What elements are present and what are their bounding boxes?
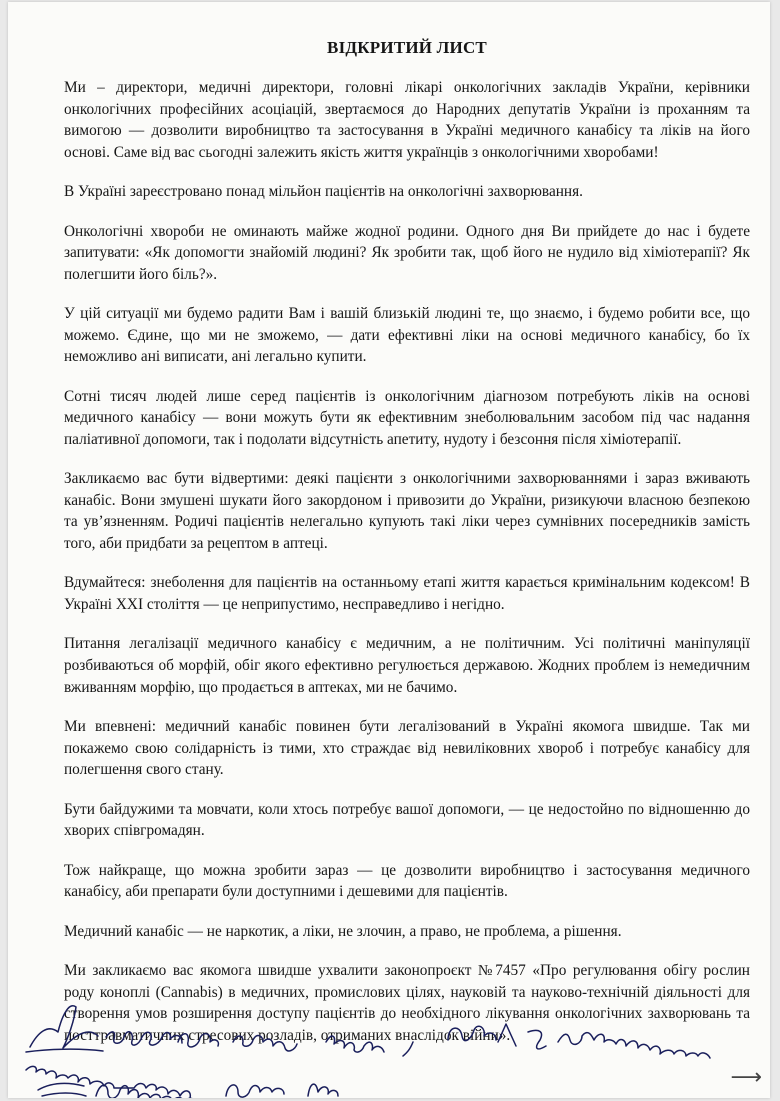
letter-title: ВІДКРИТИЙ ЛИСТ	[327, 38, 487, 57]
paragraph-12: Медичний канабіс — не наркотик, а ліки, не злочин, а право, не проблема, а рішення.	[64, 922, 622, 940]
arrow-right-icon: ⟶	[730, 1065, 762, 1090]
letter-page	[8, 2, 770, 1098]
paragraph-7: Вдумайтеся: знеболення для пацієнтів на останньому етапі життя карається кримінальним кодексом! В Україні XXI століття — це неприпустимо, несправедливо і негідно.	[64, 574, 750, 614]
paragraph-10: Бути байдужими та мовчати, коли хтось потребує вашої допомоги, — це недостойно по відношенню до хворих співгромадян.	[64, 800, 750, 840]
paragraph-4: У цій ситуації ми будемо радити Вам і вашій близькій людині те, що знаємо, і будемо робити все, що можемо. Єдине, що ми не зможемо, — дати ефективні ліки на основі медичного канабісу, бо їх неможливо ані виписати, ані легально купити.	[64, 305, 750, 366]
signature-1-line-2	[26, 1066, 190, 1098]
paragraph-3: Онкологічні хвороби не оминають майже жодної родини. Одного дня Ви прийдете до нас і будете запитувати: «Як допомогти знайомій людині? Як зробити так, щоб його не нудило від хіміотерапії? Як полегшити його біль?».	[64, 222, 750, 283]
paragraph-9: Ми впевнені: медичний канабіс повинен бути легалізований в Україні якомога швидше. Так ми покажемо свою солідарність із тими, хто страждає від невиліковних хвороб і потребує канабісу для полегшення свого стану.	[64, 718, 750, 779]
paragraph-8: Питання легалізації медичного канабісу є медичним, а не політичним. Усі політичні маніпуляції розбиваються об морфій, обіг якого ефективно регулюється державою. Жодних проблем із немедичним вживанням морфію, що продається в аптеках, ми не бачимо.	[64, 635, 750, 696]
paragraph-13: Ми закликаємо вас якомога швидше ухвалити законопроєкт №7457 «Про регулювання обігу рослин роду коноплі (Cannabis) в медичних, промислових цілях, науковій та науково-технічній діяльності для створення умов розширення доступу пацієнтів до необхідного лікування онкологічних захворювань та посттравматичних стресових розладів, отриманих внаслідок війни».	[64, 961, 750, 1044]
paragraph-5: Сотні тисяч людей лише серед пацієнтів із онкологічним діагнозом потребують ліків на основі медичного канабісу — вони можуть бути як ефективним знеболювальним засобом під час надання паліативної допомоги, так і подолати відсутність апетиту, нудоту і безсоння після хіміотерапії.	[64, 387, 750, 448]
signature-2-scribble	[38, 1083, 86, 1096]
signature-2-name	[96, 1084, 338, 1098]
paragraph-11: Тож найкраще, що можна зробити зараз — це дозволити виробництво і застосування медичного канабісу, аби препарати були доступними і дешевими для пацієнтів.	[64, 861, 750, 901]
letter-body	[64, 38, 750, 1064]
paragraph-2: В Україні зареєстровано понад мільйон пацієнтів на онкологічні захворювання.	[64, 183, 583, 201]
paragraph-1: Ми – директори, медичні директори, головні лікарі онкологічних закладів України, керівники онкологічних професійних асоціацій, звертаємося до Народних депутатів України із проханням та вимогою — дозволити виробництво та застосування в Україні медичного канабісу та ліків на його основі. Саме від вас сьогодні залежить якість життя українців з онкологічними хворобами!	[64, 79, 750, 161]
paragraph-6: Закликаємо вас бути відвертими: деякі пацієнти з онкологічними захворюваннями і зараз вживають канабіс. Вони змушені шукати його закордоном і привозити до України, ризикуючи власною безпекою та ув’язненням. Родичі пацієнтів нелегально купують такі ліки через сумнівних посередників замість того, аби придбати за рецептом в аптеці.	[64, 470, 750, 553]
